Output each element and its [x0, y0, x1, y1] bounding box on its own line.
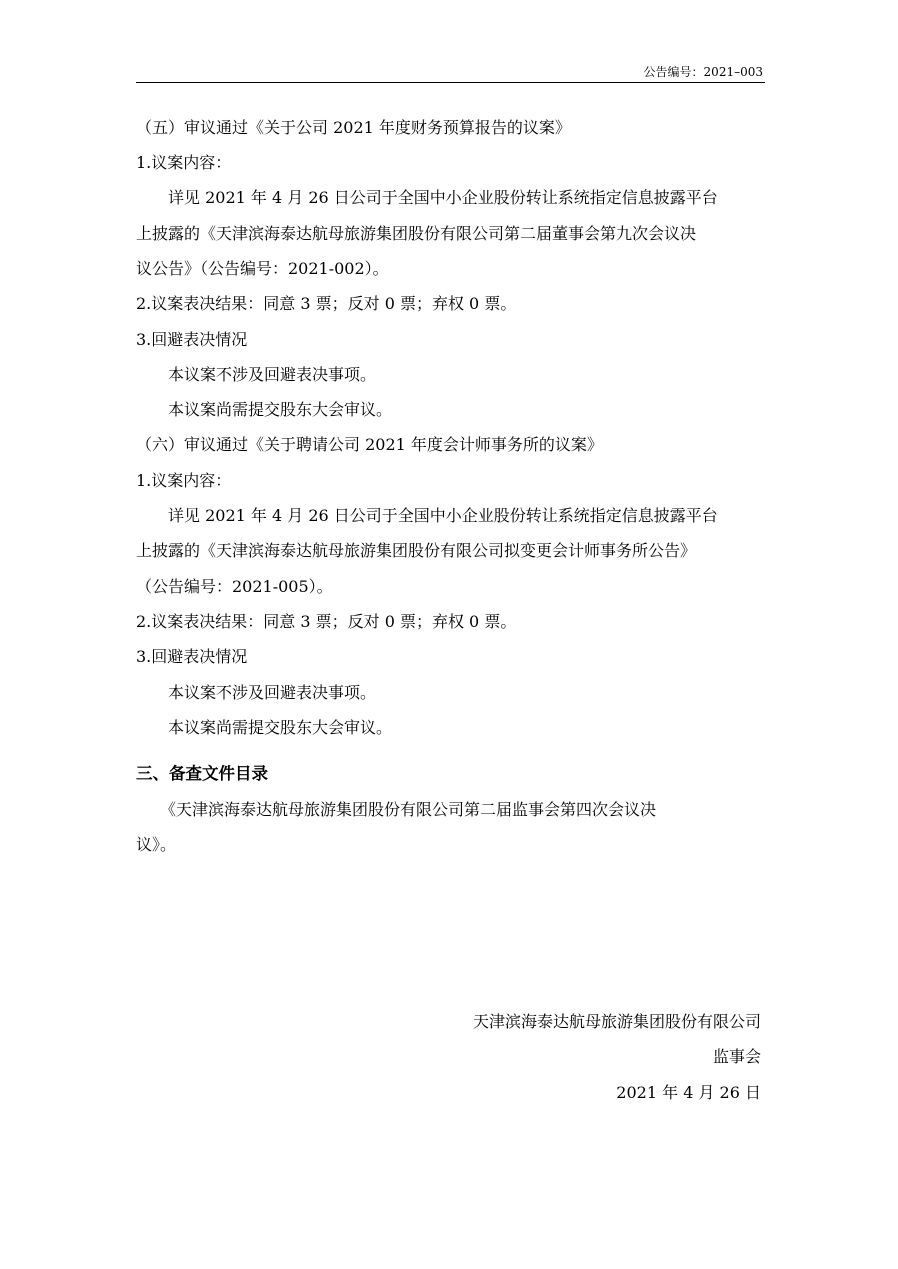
signature-date: 2021 年 4 月 26 日 — [616, 1083, 761, 1102]
item-6-content-line-2: 上披露的《天津滨海泰达航母旅游集团股份有限公司拟变更会计师事务所公告》 — [136, 541, 697, 560]
signature-company: 天津滨海泰达航母旅游集团股份有限公司 — [472, 1012, 761, 1031]
item-5-content-label: 1.议案内容： — [136, 153, 232, 172]
item-5-vote-result: 2.议案表决结果：同意 3 票；反对 0 票；弃权 0 票。 — [136, 294, 517, 313]
section-3-heading: 三、备查文件目录 — [136, 764, 268, 783]
announcement-number: 公告编号：2021–003 — [643, 65, 763, 79]
item-6-content-label: 1.议案内容： — [136, 471, 232, 490]
section-3-line-2: 议》。 — [136, 835, 177, 854]
header-divider — [136, 82, 765, 83]
item-6-submit-text: 本议案尚需提交股东大会审议。 — [168, 718, 393, 737]
item-6-content-line-1: 详见 2021 年 4 月 26 日公司于全国中小企业股份转让系统指定信息披露平台 — [168, 506, 718, 525]
item-6-content-line-3: （公告编号：2021-005）。 — [136, 577, 333, 596]
item-5-content-line-3: 议公告》（公告编号：2021-002）。 — [136, 259, 389, 278]
item-5-title: （五）审议通过《关于公司 2021 年度财务预算报告的议案》 — [136, 118, 571, 137]
item-6-recusal-text: 本议案不涉及回避表决事项。 — [168, 683, 377, 702]
item-5-recusal-text: 本议案不涉及回避表决事项。 — [168, 365, 377, 384]
item-5-content-line-2: 上披露的《天津滨海泰达航母旅游集团股份有限公司第二届董事会第九次会议决 — [136, 224, 697, 243]
item-6-title: （六）审议通过《关于聘请公司 2021 年度会计师事务所的议案》 — [136, 435, 603, 454]
signature-board: 监事会 — [712, 1047, 761, 1066]
item-5-content-line-1: 详见 2021 年 4 月 26 日公司于全国中小企业股份转让系统指定信息披露平台 — [168, 188, 718, 207]
item-6-recusal-label: 3.回避表决情况 — [136, 647, 248, 666]
item-5-recusal-label: 3.回避表决情况 — [136, 330, 248, 349]
section-3-line-1: 《天津滨海泰达航母旅游集团股份有限公司第二届监事会第四次会议决 — [160, 800, 657, 819]
item-6-vote-result: 2.议案表决结果：同意 3 票；反对 0 票；弃权 0 票。 — [136, 612, 517, 631]
item-5-submit-text: 本议案尚需提交股东大会审议。 — [168, 400, 393, 419]
